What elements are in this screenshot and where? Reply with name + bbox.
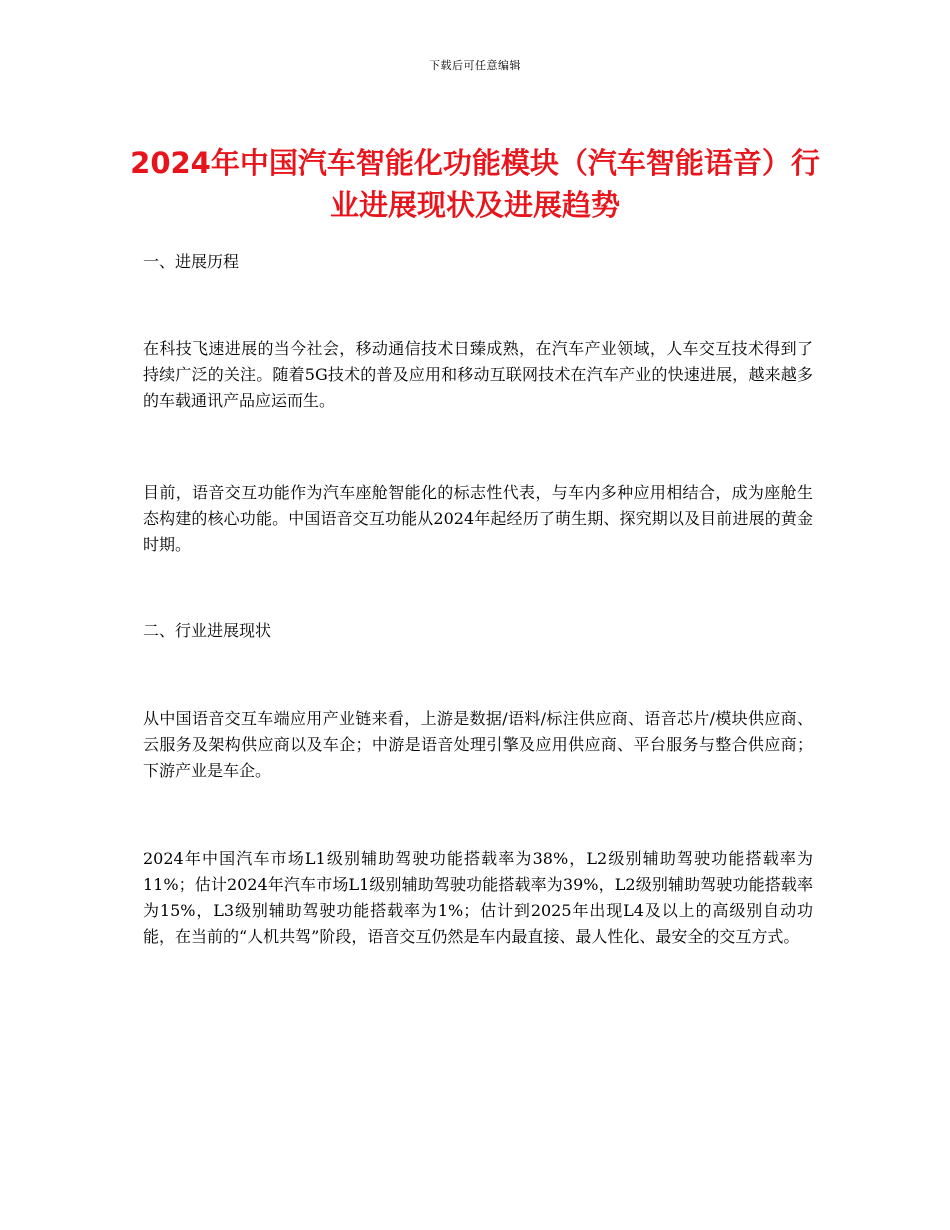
paragraph: 目前，语音交互功能作为汽车座舱智能化的标志性代表，与车内多种应用相结合，成为座舱生态构建的核心功能。中国语音交互功能从2024年起经历了萌生期、探究期以及目前进展的黄金时期。 xyxy=(143,483,813,554)
paragraph: 2024年中国汽车市场L1级别辅助驾驶功能搭载率为38%，L2级别辅助驾驶功能搭载率为11%；估计2024年汽车市场L1级别辅助驾驶功能搭载率为39%，L2级别辅助驾驶功能搭载率为15%，L3级别辅助驾驶功能搭载率为1%；估计到2025年出现L4及以上的高级别自动功能，在当前的“人机共驾”阶段，语音交互仍然是车内最直接、最人性化、最安全的交互方式。 xyxy=(143,849,813,946)
document-title: 2024年中国汽车智能化功能模块（汽车智能语音）行业进展现状及进展趋势 xyxy=(130,146,820,222)
paragraph: 从中国语音交互车端应用产业链来看，上游是数据/语料/标注供应商、语音芯片/模块供应商、云服务及架构供应商以及车企；中游是语音处理引擎及应用供应商、平台服务与整合供应商；下游产业是车企。 xyxy=(143,709,813,780)
section-heading-status: 二、行业进展现状 xyxy=(143,621,272,640)
header-note: 下载后可任意编辑 xyxy=(429,59,521,72)
paragraph: 在科技飞速进展的当今社会，移动通信技术日臻成熟，在汽车产业领域，人车交互技术得到了持续广泛的关注。随着5G技术的普及应用和移动互联网技术在汽车产业的快速进展，越来越多的车载通讯产品应运而生。 xyxy=(143,339,813,410)
section-heading-history: 一、进展历程 xyxy=(143,252,240,271)
